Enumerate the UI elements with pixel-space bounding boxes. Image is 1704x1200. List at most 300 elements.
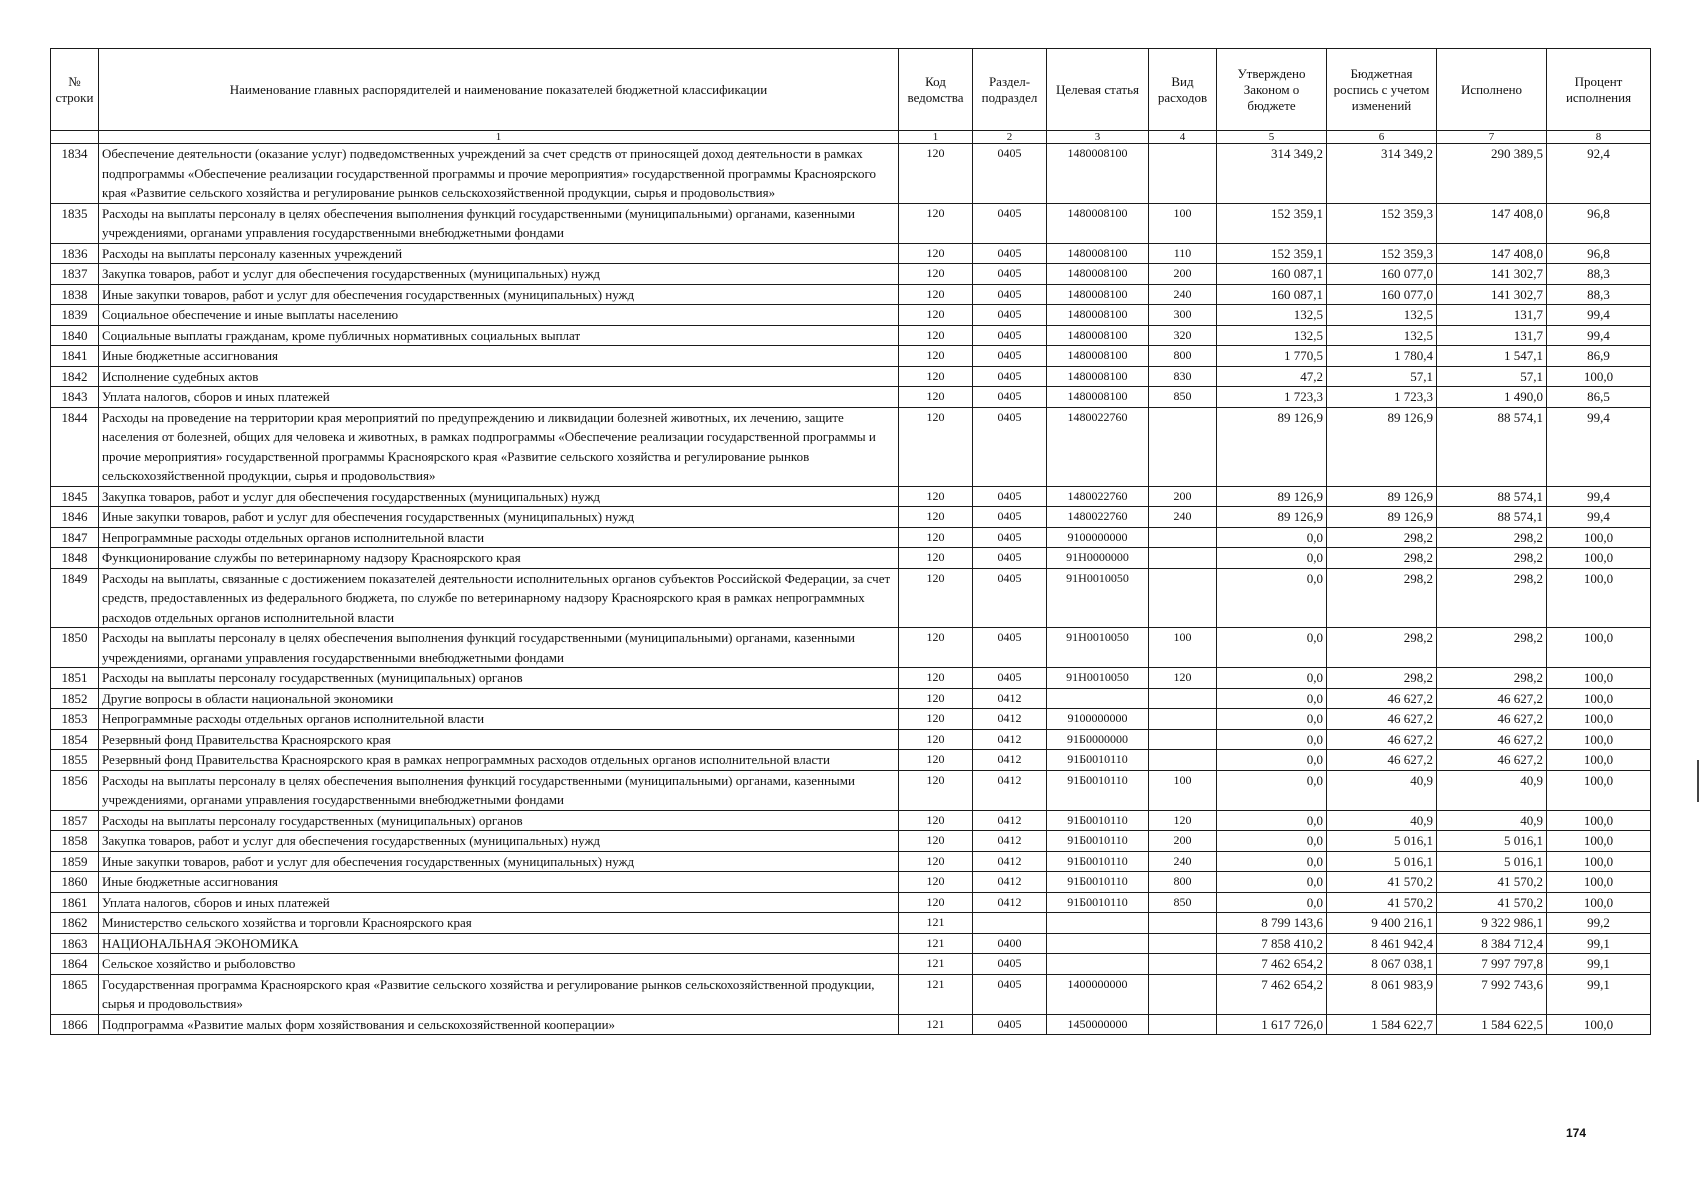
target-article: 91Б0010110	[1047, 851, 1149, 872]
execution-percent: 99,4	[1547, 325, 1651, 346]
executed-amount: 88 574,1	[1437, 407, 1547, 486]
execution-percent: 99,1	[1547, 974, 1651, 1014]
approved-amount: 0,0	[1217, 688, 1327, 709]
row-number: 1843	[51, 387, 99, 408]
row-number: 1848	[51, 548, 99, 569]
execution-percent: 100,0	[1547, 851, 1651, 872]
section-code: 0405	[973, 366, 1047, 387]
table-row	[51, 974, 1651, 1014]
section-code: 0405	[973, 954, 1047, 975]
row-name: НАЦИОНАЛЬНАЯ ЭКОНОМИКА	[99, 933, 899, 954]
row-number: 1841	[51, 346, 99, 367]
row-name: Резервный фонд Правительства Красноярского края	[99, 729, 899, 750]
row-name: Непрограммные расходы отдельных органов исполнительной власти	[99, 709, 899, 730]
section-code: 0412	[973, 810, 1047, 831]
dept-code: 120	[899, 366, 973, 387]
table-row	[51, 407, 1651, 486]
section-code: 0405	[973, 407, 1047, 486]
target-article: 9100000000	[1047, 527, 1149, 548]
row-number: 1852	[51, 688, 99, 709]
executed-amount: 141 302,7	[1437, 264, 1547, 285]
execution-percent: 100,0	[1547, 366, 1651, 387]
section-code: 0400	[973, 933, 1047, 954]
executed-amount: 1 547,1	[1437, 346, 1547, 367]
execution-percent: 99,4	[1547, 305, 1651, 326]
budget-amount: 8 461 942,4	[1327, 933, 1437, 954]
dept-code: 121	[899, 933, 973, 954]
table-row	[51, 305, 1651, 326]
section-code: 0405	[973, 144, 1047, 204]
budget-amount: 298,2	[1327, 548, 1437, 569]
budget-amount: 152 359,3	[1327, 243, 1437, 264]
dept-code: 120	[899, 810, 973, 831]
expense-type	[1149, 933, 1217, 954]
executed-amount: 1 490,0	[1437, 387, 1547, 408]
row-number: 1842	[51, 366, 99, 387]
table-row	[51, 810, 1651, 831]
expense-type	[1149, 407, 1217, 486]
row-number: 1839	[51, 305, 99, 326]
table-row	[51, 851, 1651, 872]
column-number: 8	[1547, 131, 1651, 144]
approved-amount: 7 462 654,2	[1217, 954, 1327, 975]
section-code: 0405	[973, 203, 1047, 243]
budget-amount: 89 126,9	[1327, 507, 1437, 528]
dept-code: 120	[899, 507, 973, 528]
dept-code: 120	[899, 668, 973, 689]
dept-code: 120	[899, 144, 973, 204]
row-number: 1862	[51, 913, 99, 934]
executed-amount: 1 584 622,5	[1437, 1014, 1547, 1035]
budget-amount: 46 627,2	[1327, 729, 1437, 750]
row-number: 1836	[51, 243, 99, 264]
executed-amount: 147 408,0	[1437, 243, 1547, 264]
budget-amount: 152 359,3	[1327, 203, 1437, 243]
row-number: 1860	[51, 872, 99, 893]
section-code: 0412	[973, 892, 1047, 913]
approved-amount: 47,2	[1217, 366, 1327, 387]
target-article: 1480022760	[1047, 407, 1149, 486]
target-article: 91Б0010110	[1047, 872, 1149, 893]
dept-code: 120	[899, 831, 973, 852]
target-article: 91Н0010050	[1047, 568, 1149, 628]
execution-percent: 100,0	[1547, 688, 1651, 709]
table-row	[51, 688, 1651, 709]
row-name: Социальное обеспечение и иные выплаты населению	[99, 305, 899, 326]
budget-amount: 160 077,0	[1327, 264, 1437, 285]
row-number: 1856	[51, 770, 99, 810]
expense-type	[1149, 974, 1217, 1014]
row-name: Расходы на выплаты персоналу в целях обеспечения выполнения функций государственными (муниципальными) органами, казенными учреждениями, органами управления государственными внебюджетными фондами	[99, 628, 899, 668]
table-body	[51, 144, 1651, 1035]
executed-amount: 9 322 986,1	[1437, 913, 1547, 934]
target-article: 1480008100	[1047, 387, 1149, 408]
row-number: 1857	[51, 810, 99, 831]
table-row	[51, 527, 1651, 548]
expense-type	[1149, 913, 1217, 934]
execution-percent: 99,1	[1547, 933, 1651, 954]
section-code: 0412	[973, 729, 1047, 750]
dept-code: 120	[899, 325, 973, 346]
expense-type: 120	[1149, 668, 1217, 689]
row-name: Иные закупки товаров, работ и услуг для обеспечения государственных (муниципальных) нужд	[99, 284, 899, 305]
margin-scan-mark	[1697, 760, 1699, 802]
dept-code: 120	[899, 243, 973, 264]
row-number: 1844	[51, 407, 99, 486]
expense-type: 100	[1149, 628, 1217, 668]
row-name: Обеспечение деятельности (оказание услуг) подведомственных учреждений за счет средств от приносящей доход деятельности в рамках подпрограммы «Обеспечение реализации государственной программы и прочие мероприятия» государственной программы Красноярского края «Развитие сельского хозяйства и регулирование рынков сельскохозяйственной продукции, сырья и продовольствия»	[99, 144, 899, 204]
expense-type	[1149, 568, 1217, 628]
row-name: Расходы на проведение на территории края мероприятий по предупреждению и ликвидации болезней животных, их лечению, защите населения от болезней, общих для человека и животных, в рамках подпрограммы «Обеспечение реализации государственной программы и прочие мероприятия» государственной программы Красноярского края «Развитие сельского хозяйства и регулирование рынков сельскохозяйственной продукции, сырья и продовольствия»	[99, 407, 899, 486]
budget-amount: 298,2	[1327, 628, 1437, 668]
execution-percent: 100,0	[1547, 628, 1651, 668]
dept-code: 121	[899, 913, 973, 934]
dept-code: 120	[899, 284, 973, 305]
approved-amount: 7 462 654,2	[1217, 974, 1327, 1014]
approved-amount: 160 087,1	[1217, 284, 1327, 305]
row-name: Резервный фонд Правительства Красноярского края в рамках непрограммных расходов отдельных органов исполнительной власти	[99, 750, 899, 771]
row-name: Социальные выплаты гражданам, кроме публичных нормативных социальных выплат	[99, 325, 899, 346]
target-article: 91Б0010110	[1047, 770, 1149, 810]
table-row	[51, 831, 1651, 852]
row-number: 1838	[51, 284, 99, 305]
dept-code: 120	[899, 527, 973, 548]
expense-type: 300	[1149, 305, 1217, 326]
expense-type: 850	[1149, 892, 1217, 913]
row-name: Закупка товаров, работ и услуг для обеспечения государственных (муниципальных) нужд	[99, 486, 899, 507]
target-article: 1450000000	[1047, 1014, 1149, 1035]
dept-code: 120	[899, 387, 973, 408]
approved-amount: 314 349,2	[1217, 144, 1327, 204]
row-name: Иные бюджетные ассигнования	[99, 872, 899, 893]
target-article: 1480022760	[1047, 486, 1149, 507]
column-number-row	[51, 131, 1651, 144]
executed-amount: 131,7	[1437, 325, 1547, 346]
approved-amount: 0,0	[1217, 872, 1327, 893]
section-code: 0405	[973, 284, 1047, 305]
target-article: 91Н0010050	[1047, 668, 1149, 689]
row-name: Расходы на выплаты персоналу государственных (муниципальных) органов	[99, 668, 899, 689]
approved-amount: 0,0	[1217, 628, 1327, 668]
budget-amount: 46 627,2	[1327, 709, 1437, 730]
expense-type: 110	[1149, 243, 1217, 264]
budget-amount: 89 126,9	[1327, 486, 1437, 507]
section-code: 0405	[973, 527, 1047, 548]
target-article	[1047, 913, 1149, 934]
expense-type: 200	[1149, 486, 1217, 507]
executed-amount: 41 570,2	[1437, 892, 1547, 913]
execution-percent: 100,0	[1547, 709, 1651, 730]
dept-code: 120	[899, 892, 973, 913]
approved-amount: 0,0	[1217, 810, 1327, 831]
column-number	[51, 131, 99, 144]
execution-percent: 100,0	[1547, 668, 1651, 689]
row-number: 1845	[51, 486, 99, 507]
target-article: 91Н0000000	[1047, 548, 1149, 569]
target-article: 91Н0010050	[1047, 628, 1149, 668]
column-number: 6	[1327, 131, 1437, 144]
target-article: 1480008100	[1047, 346, 1149, 367]
expense-type: 830	[1149, 366, 1217, 387]
dept-code: 120	[899, 851, 973, 872]
row-number: 1865	[51, 974, 99, 1014]
target-article: 1480008100	[1047, 305, 1149, 326]
column-number: 2	[973, 131, 1047, 144]
budget-amount: 5 016,1	[1327, 831, 1437, 852]
dept-code: 121	[899, 1014, 973, 1035]
row-number: 1840	[51, 325, 99, 346]
dept-code: 120	[899, 729, 973, 750]
expense-type	[1149, 548, 1217, 569]
row-name: Подпрограмма «Развитие малых форм хозяйствования и сельскохозяйственной кооперации»	[99, 1014, 899, 1035]
execution-percent: 99,2	[1547, 913, 1651, 934]
target-article: 1480008100	[1047, 264, 1149, 285]
row-number: 1851	[51, 668, 99, 689]
dept-code: 120	[899, 203, 973, 243]
table-row	[51, 387, 1651, 408]
expense-type: 850	[1149, 387, 1217, 408]
approved-amount: 152 359,1	[1217, 203, 1327, 243]
row-name: Расходы на выплаты персоналу в целях обеспечения выполнения функций государственными (муниципальными) органами, казенными учреждениями, органами управления государственными внебюджетными фондами	[99, 770, 899, 810]
target-article: 91Б0000000	[1047, 729, 1149, 750]
section-code: 0412	[973, 709, 1047, 730]
budget-amount: 298,2	[1327, 668, 1437, 689]
dept-code: 120	[899, 407, 973, 486]
approved-amount: 1 770,5	[1217, 346, 1327, 367]
table-row	[51, 203, 1651, 243]
row-name: Министерство сельского хозяйства и торговли Красноярского края	[99, 913, 899, 934]
section-code: 0412	[973, 851, 1047, 872]
expense-type	[1149, 527, 1217, 548]
table-row	[51, 668, 1651, 689]
expense-type: 240	[1149, 507, 1217, 528]
table-row	[51, 243, 1651, 264]
row-number: 1858	[51, 831, 99, 852]
approved-amount: 0,0	[1217, 568, 1327, 628]
executed-amount: 131,7	[1437, 305, 1547, 326]
row-name: Иные закупки товаров, работ и услуг для обеспечения государственных (муниципальных) нужд	[99, 507, 899, 528]
section-code	[973, 913, 1047, 934]
execution-percent: 100,0	[1547, 750, 1651, 771]
approved-amount: 132,5	[1217, 305, 1327, 326]
row-name: Функционирование службы по ветеринарному надзору Красноярского края	[99, 548, 899, 569]
header-name: Наименование главных распорядителей и наименование показателей бюджетной классификации	[99, 49, 899, 131]
approved-amount: 89 126,9	[1217, 507, 1327, 528]
row-number: 1849	[51, 568, 99, 628]
table-row	[51, 770, 1651, 810]
executed-amount: 46 627,2	[1437, 688, 1547, 709]
table-row	[51, 892, 1651, 913]
executed-amount: 298,2	[1437, 527, 1547, 548]
approved-amount: 0,0	[1217, 709, 1327, 730]
target-article: 91Б0010110	[1047, 750, 1149, 771]
section-code: 0405	[973, 568, 1047, 628]
column-number: 4	[1149, 131, 1217, 144]
approved-amount: 0,0	[1217, 750, 1327, 771]
header-approved: Утверждено Законом о бюджете	[1217, 49, 1327, 131]
budget-amount: 5 016,1	[1327, 851, 1437, 872]
target-article: 1480008100	[1047, 144, 1149, 204]
section-code: 0405	[973, 548, 1047, 569]
column-number: 1	[899, 131, 973, 144]
dept-code: 120	[899, 750, 973, 771]
target-article	[1047, 688, 1149, 709]
approved-amount: 8 799 143,6	[1217, 913, 1327, 934]
execution-percent: 88,3	[1547, 284, 1651, 305]
section-code: 0405	[973, 486, 1047, 507]
header-executed: Исполнено	[1437, 49, 1547, 131]
approved-amount: 0,0	[1217, 668, 1327, 689]
table-row	[51, 628, 1651, 668]
executed-amount: 298,2	[1437, 628, 1547, 668]
row-number: 1850	[51, 628, 99, 668]
section-code: 0412	[973, 770, 1047, 810]
expense-type: 100	[1149, 770, 1217, 810]
target-article: 1480008100	[1047, 284, 1149, 305]
header-section: Раздел-подраздел	[973, 49, 1047, 131]
target-article: 1480008100	[1047, 325, 1149, 346]
row-name: Расходы на выплаты, связанные с достижением показателей деятельности исполнительных органов субъектов Российской Федерации, за счет средств, предоставленных из федерального бюджета, по службе по ветеринарному надзору Красноярского края в рамках непрограммных расходов отдельных органов исполнительной власти	[99, 568, 899, 628]
dept-code: 120	[899, 346, 973, 367]
expense-type	[1149, 954, 1217, 975]
target-article: 1480008100	[1047, 243, 1149, 264]
table-row	[51, 486, 1651, 507]
budget-amount: 40,9	[1327, 770, 1437, 810]
execution-percent: 100,0	[1547, 831, 1651, 852]
section-code: 0405	[973, 346, 1047, 367]
executed-amount: 298,2	[1437, 548, 1547, 569]
row-name: Уплата налогов, сборов и иных платежей	[99, 387, 899, 408]
header-percent: Процент исполнения	[1547, 49, 1651, 131]
row-number: 1835	[51, 203, 99, 243]
dept-code: 120	[899, 568, 973, 628]
target-article: 91Б0010110	[1047, 892, 1149, 913]
dept-code: 120	[899, 264, 973, 285]
row-name: Другие вопросы в области национальной экономики	[99, 688, 899, 709]
execution-percent: 100,0	[1547, 872, 1651, 893]
executed-amount: 41 570,2	[1437, 872, 1547, 893]
budget-table-container	[50, 48, 1650, 1035]
budget-amount: 46 627,2	[1327, 750, 1437, 771]
row-number: 1834	[51, 144, 99, 204]
executed-amount: 40,9	[1437, 810, 1547, 831]
row-name: Непрограммные расходы отдельных органов исполнительной власти	[99, 527, 899, 548]
executed-amount: 5 016,1	[1437, 851, 1547, 872]
row-number: 1846	[51, 507, 99, 528]
approved-amount: 89 126,9	[1217, 486, 1327, 507]
executed-amount: 5 016,1	[1437, 831, 1547, 852]
executed-amount: 88 574,1	[1437, 507, 1547, 528]
row-number: 1861	[51, 892, 99, 913]
execution-percent: 99,4	[1547, 507, 1651, 528]
section-code: 0405	[973, 387, 1047, 408]
budget-amount: 8 067 038,1	[1327, 954, 1437, 975]
executed-amount: 8 384 712,4	[1437, 933, 1547, 954]
table-row	[51, 264, 1651, 285]
budget-amount: 41 570,2	[1327, 892, 1437, 913]
executed-amount: 141 302,7	[1437, 284, 1547, 305]
execution-percent: 100,0	[1547, 527, 1651, 548]
section-code: 0405	[973, 628, 1047, 668]
table-row	[51, 568, 1651, 628]
budget-amount: 1 584 622,7	[1327, 1014, 1437, 1035]
executed-amount: 88 574,1	[1437, 486, 1547, 507]
table-row	[51, 750, 1651, 771]
section-code: 0405	[973, 264, 1047, 285]
execution-percent: 100,0	[1547, 729, 1651, 750]
expense-type	[1149, 750, 1217, 771]
row-number: 1859	[51, 851, 99, 872]
expense-type: 320	[1149, 325, 1217, 346]
row-name: Расходы на выплаты персоналу в целях обеспечения выполнения функций государственными (муниципальными) органами, казенными учреждениями, органами управления государственными внебюджетными фондами	[99, 203, 899, 243]
target-article: 9100000000	[1047, 709, 1149, 730]
target-article	[1047, 954, 1149, 975]
header-expense-type: Вид расходов	[1149, 49, 1217, 131]
executed-amount: 7 997 797,8	[1437, 954, 1547, 975]
table-row	[51, 1014, 1651, 1035]
approved-amount: 0,0	[1217, 892, 1327, 913]
row-name: Закупка товаров, работ и услуг для обеспечения государственных (муниципальных) нужд	[99, 831, 899, 852]
section-code: 0412	[973, 831, 1047, 852]
table-row	[51, 954, 1651, 975]
target-article: 1480022760	[1047, 507, 1149, 528]
executed-amount: 57,1	[1437, 366, 1547, 387]
approved-amount: 0,0	[1217, 770, 1327, 810]
target-article: 1480008100	[1047, 203, 1149, 243]
approved-amount: 0,0	[1217, 527, 1327, 548]
expense-type: 100	[1149, 203, 1217, 243]
row-name: Расходы на выплаты персоналу казенных учреждений	[99, 243, 899, 264]
expense-type	[1149, 144, 1217, 204]
section-code: 0405	[973, 325, 1047, 346]
table-row	[51, 729, 1651, 750]
column-number: 3	[1047, 131, 1149, 144]
table-row	[51, 144, 1651, 204]
execution-percent: 86,9	[1547, 346, 1651, 367]
row-number: 1853	[51, 709, 99, 730]
expense-type: 800	[1149, 872, 1217, 893]
budget-amount: 46 627,2	[1327, 688, 1437, 709]
table-row	[51, 933, 1651, 954]
table-row	[51, 709, 1651, 730]
executed-amount: 290 389,5	[1437, 144, 1547, 204]
execution-percent: 100,0	[1547, 810, 1651, 831]
target-article: 91Б0010110	[1047, 831, 1149, 852]
execution-percent: 99,4	[1547, 486, 1651, 507]
column-number: 7	[1437, 131, 1547, 144]
executed-amount: 147 408,0	[1437, 203, 1547, 243]
row-number: 1863	[51, 933, 99, 954]
approved-amount: 160 087,1	[1217, 264, 1327, 285]
table-row	[51, 284, 1651, 305]
expense-type: 200	[1149, 831, 1217, 852]
budget-amount: 40,9	[1327, 810, 1437, 831]
execution-percent: 100,0	[1547, 770, 1651, 810]
table-row	[51, 548, 1651, 569]
budget-amount: 314 349,2	[1327, 144, 1437, 204]
table-row	[51, 325, 1651, 346]
execution-percent: 96,8	[1547, 243, 1651, 264]
budget-amount: 9 400 216,1	[1327, 913, 1437, 934]
budget-execution-table	[50, 48, 1651, 1035]
row-number: 1855	[51, 750, 99, 771]
budget-amount: 298,2	[1327, 527, 1437, 548]
header-dept-code: Код ведомства	[899, 49, 973, 131]
expense-type: 800	[1149, 346, 1217, 367]
section-code: 0405	[973, 1014, 1047, 1035]
section-code: 0412	[973, 872, 1047, 893]
budget-amount: 89 126,9	[1327, 407, 1437, 486]
